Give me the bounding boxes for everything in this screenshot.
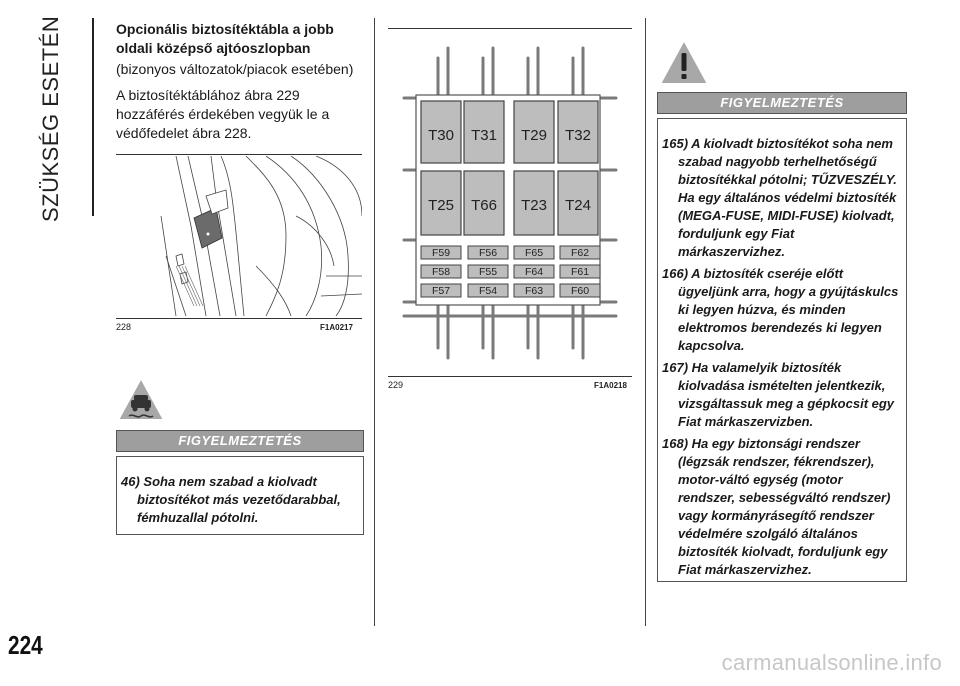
fuse-f55: F55 (478, 266, 498, 278)
watermark: carmanualsonline.info (721, 650, 942, 675)
fuse-f63: F63 (524, 285, 544, 297)
section-side-title: SZÜKSÉG ESETÉN (38, 15, 63, 222)
paragraph-line-1: A biztosítéktáblához ábra 229 (116, 87, 300, 103)
warning-item-166: 166) A biztosíték cseréje előtt ügyeljünk arra, hogy a gyújtáskulcs ki legyen húzva, és minden elektromos berendezés ki legyen kapcsolva. (662, 266, 899, 353)
figure-229-code: F1A0218 (594, 381, 627, 390)
figure-228-number: 228 (116, 322, 132, 332)
section-subtitle: (bizonyos változatok/piacok esetében) (116, 61, 354, 77)
figure-229-number: 229 (388, 380, 404, 390)
relay-t23: T23 (521, 197, 547, 214)
warning-item-165: 165) A kiolvadt biztosítékot soha nem szabad nagyobb terhelhetőségű biztosítékkal pótolni; TŰZVESZÉLY. Ha egy általános védelmi biztosíték (MEGA-FUSE, MIDI-FUSE) kiolvadt, forduljunk egy Fiat márkaszervizhez. (662, 136, 897, 259)
left-warning-title: FIGYELMEZTETÉS (116, 430, 364, 452)
figure-229-top-rule (388, 28, 632, 29)
fuse-f58: F58 (431, 266, 451, 278)
figure-bottom-rule (116, 318, 362, 319)
left-warning-box (116, 456, 364, 535)
fuse-f56: F56 (478, 247, 498, 259)
column-separator-2 (645, 18, 646, 626)
body-paragraph (116, 86, 366, 143)
fuse-f61: F61 (570, 266, 590, 278)
exclamation-warning-icon (658, 38, 710, 86)
fuse-f62: F62 (570, 247, 590, 259)
paragraph-line-3: védőfedelet ábra 228. (116, 125, 252, 141)
section-heading (116, 20, 366, 58)
relay-t29: T29 (521, 127, 547, 144)
relay-t66: T66 (471, 197, 497, 214)
figure-top-rule (116, 154, 362, 155)
figure-229-bottom-rule (388, 376, 632, 377)
relay-t31: T31 (471, 127, 497, 144)
relay-t30: T30 (428, 127, 454, 144)
paragraph-line-2: hozzáférés érdekében vegyük le a (116, 106, 330, 122)
page-number: 224 (8, 630, 43, 660)
warning-item-168: 168) Ha egy biztonsági rendszer (légzsák rendszer, fékrendszer), motor-váltó egység (motor rendszer, sebességváltó rendszer) vagy kormányrásegítő rendszer védelmére szolgáló általános biztosíték kiolvadt, forduljunk egy Fiat márkaszervizhez. (662, 436, 891, 577)
heading-line-2: oldali középső ajtóoszlopban (116, 40, 311, 56)
car-skid-warning-icon (116, 376, 166, 422)
figure-228-illustration (116, 156, 362, 316)
relay-t32: T32 (565, 127, 591, 144)
fusebox-svg (388, 40, 632, 366)
column-separator-1 (374, 18, 375, 626)
right-warning-title: FIGYELMEZTETÉS (657, 92, 907, 114)
right-warning-box (657, 118, 907, 582)
fuse-f60: F60 (570, 285, 590, 297)
fuse-f54: F54 (478, 285, 498, 297)
relay-t25: T25 (428, 197, 454, 214)
figure-228-code: F1A0217 (320, 323, 353, 332)
side-divider (92, 18, 94, 216)
relay-t24: T24 (565, 197, 591, 214)
warning-item-167: 167) Ha valamelyik biztosíték kiolvadása ismételten jelentkezik, vizsgáltassuk meg a gépkocsit egy Fiat márkaszervizben. (662, 360, 895, 429)
figure-229-fusebox (388, 40, 632, 366)
warning-item-46: 46) Soha nem szabad a kiolvadt biztosítékot más vezetődarabbal, fémhuzallal pótolni. (121, 474, 341, 525)
fuse-f64: F64 (524, 266, 544, 278)
fuse-f57: F57 (431, 285, 451, 297)
fuse-f59: F59 (431, 247, 451, 259)
heading-line-1: Opcionális biztosítéktábla a jobb (116, 21, 334, 37)
fuse-f65: F65 (524, 247, 544, 259)
